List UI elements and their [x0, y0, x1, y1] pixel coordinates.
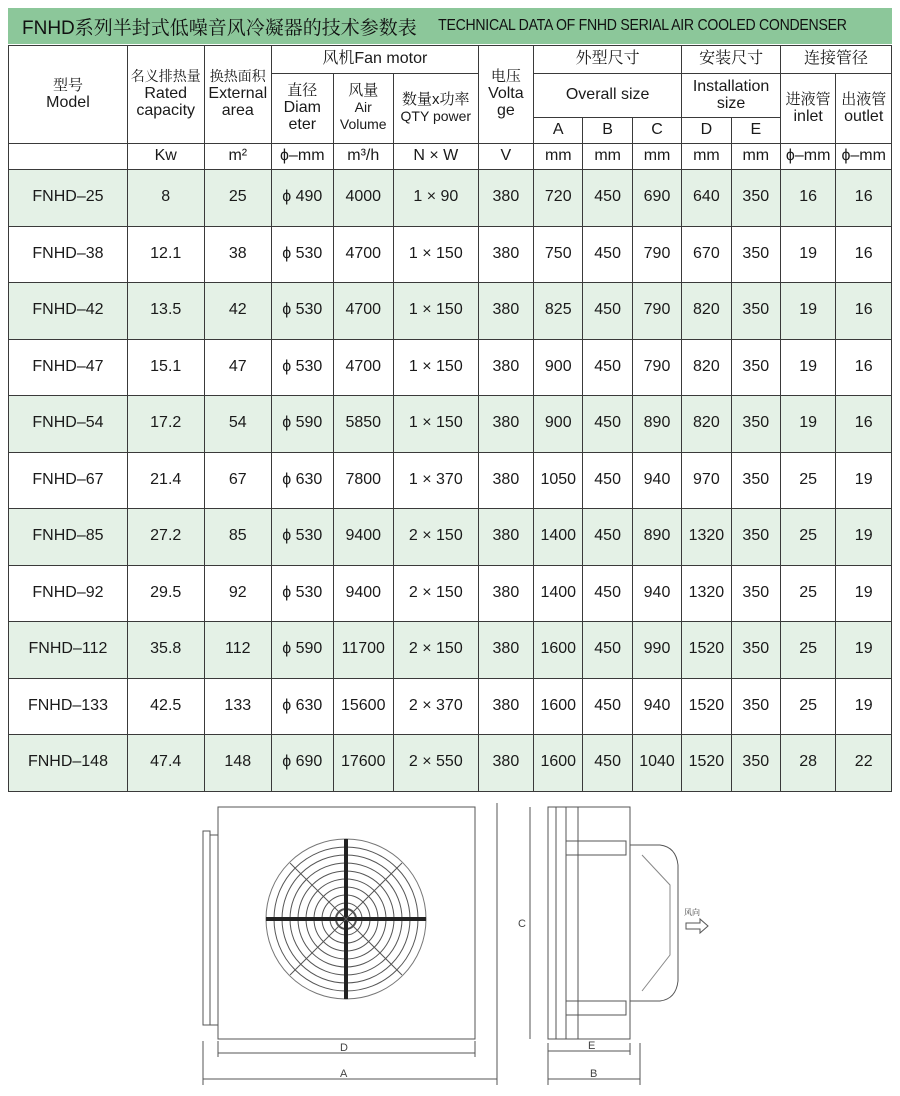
- value-cell: 450: [583, 396, 632, 453]
- value-cell: 25: [780, 678, 835, 735]
- value-cell: 380: [478, 283, 533, 340]
- model-cell: FNHD–112: [9, 622, 128, 679]
- value-cell: 19: [836, 509, 892, 566]
- value-cell: 22: [836, 735, 892, 792]
- table-row: [9, 678, 892, 735]
- value-cell: 1 × 150: [393, 339, 478, 396]
- value-cell: 350: [731, 226, 780, 283]
- value-cell: 350: [731, 735, 780, 792]
- header-model: 型号 Model: [9, 46, 128, 144]
- value-cell: 1 × 150: [393, 226, 478, 283]
- value-cell: 5850: [333, 396, 393, 453]
- table-row: [9, 396, 892, 453]
- value-cell: 380: [478, 622, 533, 679]
- value-cell: 820: [682, 396, 731, 453]
- dim-label-c: C: [518, 918, 526, 930]
- value-cell: 1400: [534, 509, 583, 566]
- value-cell: 350: [731, 452, 780, 509]
- header-col-b: B: [583, 118, 632, 144]
- unit-cell: V: [478, 144, 533, 170]
- value-cell: 15600: [333, 678, 393, 735]
- dim-label-a: A: [340, 1068, 348, 1080]
- value-cell: 1600: [534, 735, 583, 792]
- header-qty-power: 数量x功率 QTY power: [393, 74, 478, 144]
- value-cell: 380: [478, 226, 533, 283]
- value-cell: 19: [780, 226, 835, 283]
- value-cell: 42.5: [127, 678, 204, 735]
- header-area: 换热面积 External area: [204, 46, 272, 144]
- value-cell: 380: [478, 339, 533, 396]
- dim-label-e: E: [588, 1040, 596, 1052]
- value-cell: 9400: [333, 509, 393, 566]
- value-cell: 8: [127, 170, 204, 227]
- value-cell: 350: [731, 509, 780, 566]
- airflow-arrow-icon: [686, 919, 708, 933]
- value-cell: 4700: [333, 339, 393, 396]
- value-cell: 900: [534, 396, 583, 453]
- value-cell: 47.4: [127, 735, 204, 792]
- value-cell: 28: [780, 735, 835, 792]
- value-cell: 380: [478, 170, 533, 227]
- value-cell: 7800: [333, 452, 393, 509]
- value-cell: ϕ 590: [272, 622, 333, 679]
- value-cell: ϕ 530: [272, 283, 333, 340]
- value-cell: 2 × 370: [393, 678, 478, 735]
- value-cell: 825: [534, 283, 583, 340]
- condenser-drawing: [0, 795, 900, 1095]
- value-cell: 1520: [682, 678, 731, 735]
- model-cell: FNHD–133: [9, 678, 128, 735]
- model-cell: FNHD–85: [9, 509, 128, 566]
- value-cell: 19: [780, 339, 835, 396]
- value-cell: ϕ 490: [272, 170, 333, 227]
- value-cell: 16: [836, 396, 892, 453]
- units-row: [9, 144, 892, 170]
- value-cell: 42: [204, 283, 272, 340]
- value-cell: 450: [583, 339, 632, 396]
- value-cell: 900: [534, 339, 583, 396]
- value-cell: ϕ 630: [272, 452, 333, 509]
- value-cell: 640: [682, 170, 731, 227]
- value-cell: 1 × 150: [393, 283, 478, 340]
- value-cell: 17.2: [127, 396, 204, 453]
- value-cell: 4700: [333, 283, 393, 340]
- value-cell: 148: [204, 735, 272, 792]
- value-cell: 940: [632, 452, 681, 509]
- value-cell: 670: [682, 226, 731, 283]
- value-cell: 940: [632, 678, 681, 735]
- unit-cell: ϕ–mm: [836, 144, 892, 170]
- unit-cell: mm: [583, 144, 632, 170]
- header-voltage: 电压 Volta ge: [478, 46, 533, 144]
- model-cell: FNHD–67: [9, 452, 128, 509]
- value-cell: 1520: [682, 735, 731, 792]
- spec-table: [8, 45, 892, 792]
- value-cell: 350: [731, 339, 780, 396]
- value-cell: 820: [682, 283, 731, 340]
- table-row: [9, 452, 892, 509]
- value-cell: 16: [836, 283, 892, 340]
- value-cell: 450: [583, 170, 632, 227]
- model-cell: FNHD–148: [9, 735, 128, 792]
- value-cell: 2 × 150: [393, 622, 478, 679]
- header-fan-group: 风机Fan motor: [272, 46, 479, 74]
- value-cell: ϕ 530: [272, 339, 333, 396]
- value-cell: 450: [583, 226, 632, 283]
- header-capacity: 名义排热量 Rated capacity: [127, 46, 204, 144]
- value-cell: 350: [731, 678, 780, 735]
- value-cell: 750: [534, 226, 583, 283]
- title-banner: [8, 8, 892, 44]
- value-cell: 67: [204, 452, 272, 509]
- airflow-label: 风向: [684, 908, 700, 917]
- value-cell: 820: [682, 339, 731, 396]
- value-cell: 380: [478, 509, 533, 566]
- value-cell: 350: [731, 622, 780, 679]
- value-cell: 21.4: [127, 452, 204, 509]
- value-cell: 380: [478, 396, 533, 453]
- value-cell: 1 × 150: [393, 396, 478, 453]
- value-cell: 4000: [333, 170, 393, 227]
- value-cell: 92: [204, 565, 272, 622]
- value-cell: ϕ 530: [272, 226, 333, 283]
- header-inlet: 进液管 inlet: [780, 74, 835, 144]
- value-cell: 47: [204, 339, 272, 396]
- value-cell: 890: [632, 396, 681, 453]
- value-cell: 9400: [333, 565, 393, 622]
- unit-cell: Kw: [127, 144, 204, 170]
- value-cell: 16: [780, 170, 835, 227]
- value-cell: 970: [682, 452, 731, 509]
- value-cell: 2 × 550: [393, 735, 478, 792]
- table-row: [9, 735, 892, 792]
- value-cell: ϕ 630: [272, 678, 333, 735]
- value-cell: 890: [632, 509, 681, 566]
- value-cell: 16: [836, 170, 892, 227]
- value-cell: 25: [780, 509, 835, 566]
- value-cell: 790: [632, 339, 681, 396]
- value-cell: 690: [632, 170, 681, 227]
- value-cell: 350: [731, 396, 780, 453]
- side-body-outline: [548, 807, 630, 1039]
- value-cell: 29.5: [127, 565, 204, 622]
- header-pipe-group: 连接管径: [780, 46, 891, 74]
- value-cell: 19: [780, 396, 835, 453]
- value-cell: 19: [836, 565, 892, 622]
- value-cell: 16: [836, 226, 892, 283]
- table-row: [9, 339, 892, 396]
- header-col-a: A: [534, 118, 583, 144]
- value-cell: 450: [583, 565, 632, 622]
- model-cell: FNHD–38: [9, 226, 128, 283]
- model-cell: FNHD–47: [9, 339, 128, 396]
- value-cell: 133: [204, 678, 272, 735]
- header-pipe: [203, 831, 210, 1025]
- fan-guard: [266, 839, 426, 999]
- value-cell: 450: [583, 509, 632, 566]
- value-cell: 720: [534, 170, 583, 227]
- value-cell: 19: [836, 452, 892, 509]
- value-cell: 54: [204, 396, 272, 453]
- value-cell: 16: [836, 339, 892, 396]
- header-col-e: E: [731, 118, 780, 144]
- table-row: [9, 622, 892, 679]
- value-cell: 15.1: [127, 339, 204, 396]
- value-cell: 19: [836, 622, 892, 679]
- unit-cell: ϕ–mm: [780, 144, 835, 170]
- value-cell: 112: [204, 622, 272, 679]
- model-cell: FNHD–54: [9, 396, 128, 453]
- value-cell: 12.1: [127, 226, 204, 283]
- value-cell: 990: [632, 622, 681, 679]
- value-cell: 38: [204, 226, 272, 283]
- value-cell: 350: [731, 565, 780, 622]
- dim-label-b: B: [590, 1068, 598, 1080]
- value-cell: 1050: [534, 452, 583, 509]
- value-cell: 450: [583, 678, 632, 735]
- value-cell: 350: [731, 170, 780, 227]
- value-cell: 380: [478, 452, 533, 509]
- value-cell: 380: [478, 565, 533, 622]
- unit-cell: mm: [731, 144, 780, 170]
- value-cell: 25: [780, 622, 835, 679]
- value-cell: 85: [204, 509, 272, 566]
- value-cell: ϕ 690: [272, 735, 333, 792]
- value-cell: ϕ 530: [272, 509, 333, 566]
- value-cell: 1520: [682, 622, 731, 679]
- value-cell: 380: [478, 678, 533, 735]
- unit-cell: mm: [682, 144, 731, 170]
- unit-cell: ϕ–mm: [272, 144, 333, 170]
- model-cell: FNHD–92: [9, 565, 128, 622]
- header-col-d: D: [682, 118, 731, 144]
- value-cell: 19: [836, 678, 892, 735]
- value-cell: 1040: [632, 735, 681, 792]
- value-cell: 1400: [534, 565, 583, 622]
- title-en: TECHNICAL DATA OF FNHD SERIAL AIR COOLED CONDENSER: [437, 17, 847, 34]
- table-row: [9, 283, 892, 340]
- value-cell: 4700: [333, 226, 393, 283]
- value-cell: 2 × 150: [393, 509, 478, 566]
- value-cell: 940: [632, 565, 681, 622]
- header-col-c: C: [632, 118, 681, 144]
- value-cell: 25: [780, 565, 835, 622]
- unit-cell: mm: [632, 144, 681, 170]
- value-cell: 2 × 150: [393, 565, 478, 622]
- model-cell: FNHD–25: [9, 170, 128, 227]
- header-diameter: 直径 Diam eter: [272, 74, 333, 144]
- value-cell: 27.2: [127, 509, 204, 566]
- table-row: [9, 565, 892, 622]
- value-cell: 19: [780, 283, 835, 340]
- unit-cell: mm: [534, 144, 583, 170]
- value-cell: 35.8: [127, 622, 204, 679]
- header-overall-group: 外型尺寸: [534, 46, 682, 74]
- value-cell: 25: [204, 170, 272, 227]
- header-overall-size: Overall size: [534, 74, 682, 118]
- table-row: [9, 226, 892, 283]
- model-cell: FNHD–42: [9, 283, 128, 340]
- value-cell: 1320: [682, 509, 731, 566]
- value-cell: 790: [632, 226, 681, 283]
- unit-cell: N × W: [393, 144, 478, 170]
- value-cell: 380: [478, 735, 533, 792]
- title-cn: FNHD系列半封式低噪音风冷凝器的技术参数表: [22, 17, 417, 39]
- value-cell: 350: [731, 283, 780, 340]
- value-cell: 450: [583, 283, 632, 340]
- header-outlet: 出液管 outlet: [836, 74, 892, 144]
- value-cell: 1600: [534, 678, 583, 735]
- unit-cell: m³/h: [333, 144, 393, 170]
- value-cell: 11700: [333, 622, 393, 679]
- value-cell: 1320: [682, 565, 731, 622]
- value-cell: 450: [583, 452, 632, 509]
- value-cell: 450: [583, 622, 632, 679]
- table-row: [9, 170, 892, 227]
- unit-cell: m²: [204, 144, 272, 170]
- header-install-size: Installation size: [682, 74, 781, 118]
- value-cell: ϕ 530: [272, 565, 333, 622]
- table-row: [9, 509, 892, 566]
- value-cell: 1 × 370: [393, 452, 478, 509]
- value-cell: 450: [583, 735, 632, 792]
- value-cell: 17600: [333, 735, 393, 792]
- value-cell: 13.5: [127, 283, 204, 340]
- value-cell: 1 × 90: [393, 170, 478, 227]
- dim-label-d: D: [340, 1042, 348, 1054]
- header-air-volume: 风量 Air Volume: [333, 74, 393, 144]
- value-cell: 1600: [534, 622, 583, 679]
- header-install-group: 安装尺寸: [682, 46, 781, 74]
- value-cell: 790: [632, 283, 681, 340]
- value-cell: 25: [780, 452, 835, 509]
- value-cell: ϕ 590: [272, 396, 333, 453]
